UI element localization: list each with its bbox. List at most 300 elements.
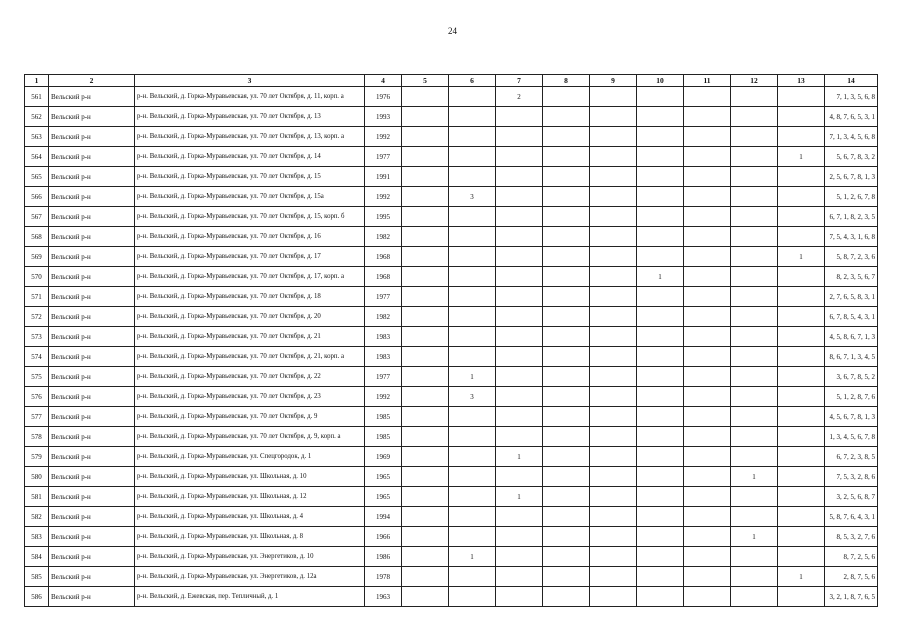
- col-14-cell: 5, 1, 2, 6, 7, 8: [825, 187, 878, 207]
- row-number: 565: [25, 167, 49, 187]
- col-14-cell: 4, 5, 6, 7, 8, 1, 3: [825, 407, 878, 427]
- col-11-cell: [684, 387, 731, 407]
- col-9-cell: [590, 367, 637, 387]
- col-6-cell: 1: [449, 367, 496, 387]
- col-5-cell: [402, 127, 449, 147]
- col-6-cell: [449, 567, 496, 587]
- year-cell: 1983: [365, 327, 402, 347]
- address-cell: р-н. Вельский, д. Горка-Муравьевская, ул. 70 лет Октября, д. 9, корп. а: [135, 427, 365, 447]
- row-number: 568: [25, 227, 49, 247]
- row-number: 577: [25, 407, 49, 427]
- col-7-cell: [496, 227, 543, 247]
- district-cell: Вельский р-н: [49, 87, 135, 107]
- col-5-cell: [402, 487, 449, 507]
- district-cell: Вельский р-н: [49, 547, 135, 567]
- col-12-cell: [731, 487, 778, 507]
- col-5-cell: [402, 347, 449, 367]
- col-13-cell: [778, 167, 825, 187]
- address-cell: р-н. Вельский, д. Горка-Муравьевская, ул. 70 лет Октября, д. 17: [135, 247, 365, 267]
- col-9-cell: [590, 507, 637, 527]
- col-10-cell: [637, 387, 684, 407]
- col-12-cell: [731, 187, 778, 207]
- col-10-cell: [637, 467, 684, 487]
- address-cell: р-н. Вельский, д. Горка-Муравьевская, ул. 70 лет Октября, д. 15: [135, 167, 365, 187]
- col-14-cell: 1, 3, 4, 5, 6, 7, 8: [825, 427, 878, 447]
- year-cell: 1992: [365, 127, 402, 147]
- col-9-cell: [590, 527, 637, 547]
- col-7-cell: 1: [496, 447, 543, 467]
- col-8-cell: [543, 267, 590, 287]
- row-number: 586: [25, 587, 49, 607]
- col-8-cell: [543, 427, 590, 447]
- col-8-cell: [543, 307, 590, 327]
- district-cell: Вельский р-н: [49, 487, 135, 507]
- year-cell: 1994: [365, 507, 402, 527]
- address-cell: р-н. Вельский, д. Горка-Муравьевская, ул. 70 лет Октября, д. 20: [135, 307, 365, 327]
- col-8-cell: [543, 327, 590, 347]
- district-cell: Вельский р-н: [49, 227, 135, 247]
- col-6-cell: [449, 127, 496, 147]
- address-cell: р-н. Вельский, д. Горка-Муравьевская, ул. Энергетиков, д. 12а: [135, 567, 365, 587]
- col-10-cell: [637, 407, 684, 427]
- col-7-cell: [496, 127, 543, 147]
- col-9-cell: [590, 167, 637, 187]
- col-9-cell: [590, 247, 637, 267]
- col-7-cell: [496, 527, 543, 547]
- col-11-cell: [684, 507, 731, 527]
- col-10-cell: [637, 287, 684, 307]
- col-5-cell: [402, 107, 449, 127]
- col-6-cell: [449, 407, 496, 427]
- col-8-cell: [543, 407, 590, 427]
- year-cell: 1968: [365, 247, 402, 267]
- col-13-cell: [778, 347, 825, 367]
- col-11-cell: [684, 87, 731, 107]
- col-12-cell: [731, 127, 778, 147]
- col-14-cell: 5, 1, 2, 8, 7, 6: [825, 387, 878, 407]
- year-cell: 1992: [365, 187, 402, 207]
- col-5-cell: [402, 267, 449, 287]
- col-12-cell: [731, 387, 778, 407]
- year-cell: 1985: [365, 427, 402, 447]
- table-row: [25, 267, 878, 287]
- col-7-cell: [496, 547, 543, 567]
- col-13-cell: [778, 287, 825, 307]
- col-6-cell: [449, 227, 496, 247]
- col-14-cell: 8, 6, 7, 1, 3, 4, 5: [825, 347, 878, 367]
- table-row: [25, 507, 878, 527]
- col-14-cell: 2, 5, 6, 7, 8, 1, 3: [825, 167, 878, 187]
- column-header: 3: [135, 75, 365, 87]
- col-6-cell: 3: [449, 187, 496, 207]
- table-row: [25, 287, 878, 307]
- col-12-cell: [731, 107, 778, 127]
- col-11-cell: [684, 427, 731, 447]
- col-11-cell: [684, 547, 731, 567]
- col-10-cell: [637, 307, 684, 327]
- col-12-cell: [731, 507, 778, 527]
- col-6-cell: 1: [449, 547, 496, 567]
- row-number: 567: [25, 207, 49, 227]
- row-number: 571: [25, 287, 49, 307]
- col-13-cell: [778, 227, 825, 247]
- address-cell: р-н. Вельский, д. Горка-Муравьевская, ул. Школьная, д. 8: [135, 527, 365, 547]
- col-8-cell: [543, 367, 590, 387]
- district-cell: Вельский р-н: [49, 127, 135, 147]
- table-row: [25, 327, 878, 347]
- district-cell: Вельский р-н: [49, 187, 135, 207]
- col-9-cell: [590, 587, 637, 607]
- col-7-cell: [496, 507, 543, 527]
- column-header: 14: [825, 75, 878, 87]
- col-10-cell: [637, 567, 684, 587]
- col-11-cell: [684, 347, 731, 367]
- address-cell: р-н. Вельский, д. Горка-Муравьевская, ул. 70 лет Октября, д. 14: [135, 147, 365, 167]
- col-13-cell: [778, 527, 825, 547]
- col-5-cell: [402, 207, 449, 227]
- col-5-cell: [402, 87, 449, 107]
- col-10-cell: [637, 527, 684, 547]
- year-cell: 1977: [365, 367, 402, 387]
- col-11-cell: [684, 587, 731, 607]
- col-5-cell: [402, 547, 449, 567]
- col-11-cell: [684, 447, 731, 467]
- col-5-cell: [402, 507, 449, 527]
- col-12-cell: [731, 367, 778, 387]
- col-8-cell: [543, 127, 590, 147]
- table-row: [25, 527, 878, 547]
- district-cell: Вельский р-н: [49, 347, 135, 367]
- col-10-cell: [637, 347, 684, 367]
- district-cell: Вельский р-н: [49, 367, 135, 387]
- col-8-cell: [543, 467, 590, 487]
- col-13-cell: 1: [778, 247, 825, 267]
- col-7-cell: [496, 307, 543, 327]
- column-header: 1: [25, 75, 49, 87]
- table-row: [25, 567, 878, 587]
- col-6-cell: [449, 487, 496, 507]
- district-cell: Вельский р-н: [49, 287, 135, 307]
- col-14-cell: 8, 7, 2, 5, 6: [825, 547, 878, 567]
- row-number: 569: [25, 247, 49, 267]
- district-cell: Вельский р-н: [49, 387, 135, 407]
- col-10-cell: [637, 447, 684, 467]
- col-12-cell: [731, 327, 778, 347]
- col-11-cell: [684, 487, 731, 507]
- col-12-cell: 1: [731, 527, 778, 547]
- year-cell: 1969: [365, 447, 402, 467]
- col-12-cell: [731, 207, 778, 227]
- year-cell: 1978: [365, 567, 402, 587]
- col-13-cell: [778, 107, 825, 127]
- col-9-cell: [590, 287, 637, 307]
- col-6-cell: [449, 587, 496, 607]
- col-14-cell: 7, 5, 3, 2, 8, 6: [825, 467, 878, 487]
- col-8-cell: [543, 587, 590, 607]
- district-cell: Вельский р-н: [49, 327, 135, 347]
- table-row: [25, 367, 878, 387]
- col-6-cell: [449, 247, 496, 267]
- col-12-cell: [731, 227, 778, 247]
- col-10-cell: 1: [637, 267, 684, 287]
- col-5-cell: [402, 427, 449, 447]
- col-11-cell: [684, 367, 731, 387]
- row-number: 582: [25, 507, 49, 527]
- col-13-cell: [778, 487, 825, 507]
- address-cell: р-н. Вельский, д. Горка-Муравьевская, ул. 70 лет Октября, д. 23: [135, 387, 365, 407]
- col-13-cell: [778, 187, 825, 207]
- col-14-cell: 3, 6, 7, 8, 5, 2: [825, 367, 878, 387]
- col-8-cell: [543, 387, 590, 407]
- header-row: [25, 75, 878, 87]
- district-cell: Вельский р-н: [49, 107, 135, 127]
- col-9-cell: [590, 567, 637, 587]
- col-13-cell: [778, 407, 825, 427]
- col-14-cell: 3, 2, 5, 6, 8, 7: [825, 487, 878, 507]
- address-cell: р-н. Вельский, д. Горка-Муравьевская, ул. 70 лет Октября, д. 21: [135, 327, 365, 347]
- col-6-cell: [449, 507, 496, 527]
- col-9-cell: [590, 87, 637, 107]
- address-cell: р-н. Вельский, д. Горка-Муравьевская, ул. Энергетиков, д. 10: [135, 547, 365, 567]
- year-cell: 1982: [365, 227, 402, 247]
- col-12-cell: [731, 547, 778, 567]
- column-header: 10: [637, 75, 684, 87]
- col-6-cell: [449, 447, 496, 467]
- col-12-cell: [731, 427, 778, 447]
- col-14-cell: 5, 8, 7, 6, 4, 3, 1: [825, 507, 878, 527]
- row-number: 585: [25, 567, 49, 587]
- year-cell: 1963: [365, 587, 402, 607]
- table-row: [25, 147, 878, 167]
- year-cell: 1965: [365, 467, 402, 487]
- col-10-cell: [637, 187, 684, 207]
- col-8-cell: [543, 567, 590, 587]
- col-6-cell: [449, 147, 496, 167]
- col-5-cell: [402, 467, 449, 487]
- col-12-cell: [731, 587, 778, 607]
- col-14-cell: 8, 5, 3, 2, 7, 6: [825, 527, 878, 547]
- col-13-cell: [778, 427, 825, 447]
- col-7-cell: [496, 247, 543, 267]
- col-7-cell: [496, 387, 543, 407]
- col-7-cell: [496, 587, 543, 607]
- col-8-cell: [543, 227, 590, 247]
- col-7-cell: [496, 287, 543, 307]
- column-header: 13: [778, 75, 825, 87]
- column-header: 4: [365, 75, 402, 87]
- col-10-cell: [637, 247, 684, 267]
- row-number: 572: [25, 307, 49, 327]
- col-11-cell: [684, 187, 731, 207]
- col-10-cell: [637, 127, 684, 147]
- column-header: 9: [590, 75, 637, 87]
- col-8-cell: [543, 287, 590, 307]
- col-13-cell: [778, 447, 825, 467]
- year-cell: 1968: [365, 267, 402, 287]
- col-14-cell: 6, 7, 1, 8, 2, 3, 5: [825, 207, 878, 227]
- col-7-cell: [496, 147, 543, 167]
- col-14-cell: 5, 6, 7, 8, 3, 2: [825, 147, 878, 167]
- row-number: 563: [25, 127, 49, 147]
- col-5-cell: [402, 327, 449, 347]
- col-13-cell: 1: [778, 147, 825, 167]
- col-8-cell: [543, 527, 590, 547]
- col-13-cell: [778, 367, 825, 387]
- col-12-cell: [731, 87, 778, 107]
- row-number: 580: [25, 467, 49, 487]
- col-9-cell: [590, 307, 637, 327]
- col-11-cell: [684, 127, 731, 147]
- col-11-cell: [684, 267, 731, 287]
- col-5-cell: [402, 387, 449, 407]
- col-11-cell: [684, 567, 731, 587]
- row-number: 581: [25, 487, 49, 507]
- col-10-cell: [637, 327, 684, 347]
- district-cell: Вельский р-н: [49, 447, 135, 467]
- column-header: 6: [449, 75, 496, 87]
- table-row: [25, 587, 878, 607]
- col-5-cell: [402, 407, 449, 427]
- col-7-cell: [496, 207, 543, 227]
- address-cell: р-н. Вельский, д. Горка-Муравьевская, ул. Школьная, д. 12: [135, 487, 365, 507]
- table-row: [25, 87, 878, 107]
- row-number: 578: [25, 427, 49, 447]
- col-14-cell: 2, 8, 7, 5, 6: [825, 567, 878, 587]
- col-7-cell: [496, 167, 543, 187]
- col-13-cell: [778, 507, 825, 527]
- col-6-cell: [449, 527, 496, 547]
- col-11-cell: [684, 527, 731, 547]
- address-cell: р-н. Вельский, д. Горка-Муравьевская, ул. 70 лет Октября, д. 16: [135, 227, 365, 247]
- col-10-cell: [637, 427, 684, 447]
- col-10-cell: [637, 487, 684, 507]
- table-row: [25, 427, 878, 447]
- col-6-cell: [449, 107, 496, 127]
- col-9-cell: [590, 107, 637, 127]
- table-row: [25, 227, 878, 247]
- district-cell: Вельский р-н: [49, 267, 135, 287]
- col-8-cell: [543, 547, 590, 567]
- col-8-cell: [543, 107, 590, 127]
- col-7-cell: 1: [496, 487, 543, 507]
- col-11-cell: [684, 227, 731, 247]
- district-cell: Вельский р-н: [49, 247, 135, 267]
- column-header: 5: [402, 75, 449, 87]
- col-9-cell: [590, 547, 637, 567]
- col-14-cell: 5, 8, 7, 2, 3, 6: [825, 247, 878, 267]
- district-cell: Вельский р-н: [49, 587, 135, 607]
- col-10-cell: [637, 227, 684, 247]
- col-13-cell: [778, 127, 825, 147]
- col-9-cell: [590, 227, 637, 247]
- col-9-cell: [590, 147, 637, 167]
- district-cell: Вельский р-н: [49, 507, 135, 527]
- col-13-cell: [778, 87, 825, 107]
- col-12-cell: [731, 267, 778, 287]
- address-cell: р-н. Вельский, д. Горка-Муравьевская, ул. 70 лет Октября, д. 17, корп. а: [135, 267, 365, 287]
- col-10-cell: [637, 147, 684, 167]
- column-header: 12: [731, 75, 778, 87]
- col-13-cell: [778, 547, 825, 567]
- address-cell: р-н. Вельский, д. Горка-Муравьевская, ул. 70 лет Октября, д. 21, корп. а: [135, 347, 365, 367]
- page-number: 24: [448, 26, 457, 36]
- col-11-cell: [684, 307, 731, 327]
- col-10-cell: [637, 547, 684, 567]
- col-9-cell: [590, 427, 637, 447]
- col-13-cell: [778, 467, 825, 487]
- col-6-cell: [449, 267, 496, 287]
- col-14-cell: 7, 1, 3, 5, 6, 8: [825, 87, 878, 107]
- col-10-cell: [637, 207, 684, 227]
- col-10-cell: [637, 587, 684, 607]
- col-9-cell: [590, 347, 637, 367]
- col-13-cell: [778, 307, 825, 327]
- col-7-cell: [496, 187, 543, 207]
- col-5-cell: [402, 587, 449, 607]
- col-7-cell: [496, 427, 543, 447]
- table-body: [25, 87, 878, 607]
- col-9-cell: [590, 467, 637, 487]
- col-8-cell: [543, 167, 590, 187]
- column-header: 8: [543, 75, 590, 87]
- address-cell: р-н. Вельский, д. Горка-Муравьевская, ул. Школьная, д. 4: [135, 507, 365, 527]
- col-6-cell: [449, 467, 496, 487]
- col-6-cell: [449, 167, 496, 187]
- col-8-cell: [543, 447, 590, 467]
- col-7-cell: [496, 267, 543, 287]
- col-14-cell: 4, 8, 7, 6, 5, 3, 1: [825, 107, 878, 127]
- district-cell: Вельский р-н: [49, 307, 135, 327]
- col-12-cell: [731, 567, 778, 587]
- col-5-cell: [402, 227, 449, 247]
- address-cell: р-н. Вельский, д. Горка-Муравьевская, ул. 70 лет Октября, д. 13: [135, 107, 365, 127]
- col-5-cell: [402, 247, 449, 267]
- row-number: 574: [25, 347, 49, 367]
- year-cell: 1977: [365, 287, 402, 307]
- address-cell: р-н. Вельский, д. Горка-Муравьевская, ул. 70 лет Октября, д. 15а: [135, 187, 365, 207]
- row-number: 579: [25, 447, 49, 467]
- col-13-cell: [778, 587, 825, 607]
- table-row: [25, 387, 878, 407]
- year-cell: 1992: [365, 387, 402, 407]
- col-14-cell: 3, 2, 1, 8, 7, 6, 5: [825, 587, 878, 607]
- col-6-cell: [449, 287, 496, 307]
- col-11-cell: [684, 407, 731, 427]
- col-13-cell: [778, 387, 825, 407]
- col-9-cell: [590, 387, 637, 407]
- col-7-cell: 2: [496, 87, 543, 107]
- col-6-cell: 3: [449, 387, 496, 407]
- col-12-cell: [731, 167, 778, 187]
- col-9-cell: [590, 207, 637, 227]
- col-6-cell: [449, 307, 496, 327]
- table-row: [25, 347, 878, 367]
- col-12-cell: [731, 347, 778, 367]
- address-cell: р-н. Вельский, д. Горка-Муравьевская, ул. 70 лет Октября, д. 9: [135, 407, 365, 427]
- col-14-cell: 7, 1, 3, 4, 5, 6, 8: [825, 127, 878, 147]
- table-row: [25, 487, 878, 507]
- col-11-cell: [684, 207, 731, 227]
- table-row: [25, 167, 878, 187]
- district-cell: Вельский р-н: [49, 527, 135, 547]
- table-row: [25, 107, 878, 127]
- col-9-cell: [590, 487, 637, 507]
- col-5-cell: [402, 567, 449, 587]
- row-number: 573: [25, 327, 49, 347]
- col-9-cell: [590, 327, 637, 347]
- address-cell: р-н. Вельский, д. Горка-Муравьевская, ул. 70 лет Октября, д. 15, корп. б: [135, 207, 365, 227]
- col-6-cell: [449, 327, 496, 347]
